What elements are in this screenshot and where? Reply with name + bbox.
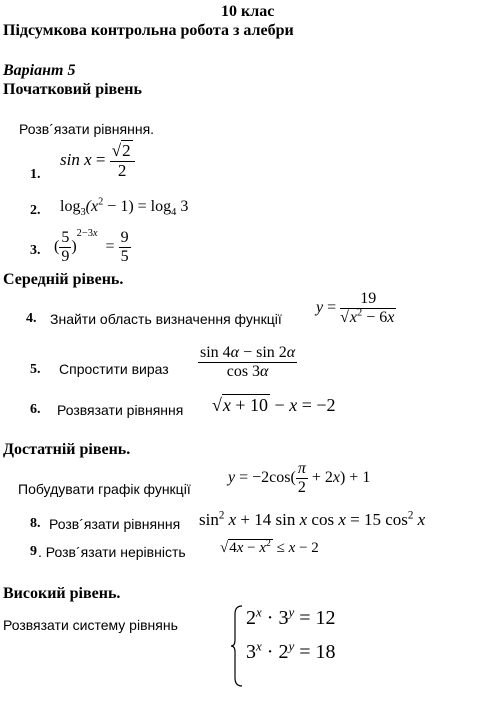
task-number-5: 5. [30, 362, 41, 377]
section-high: Високий рівень. [3, 585, 121, 602]
system-brace [230, 604, 244, 688]
equation-3: ( $\frac{5}{9}$ )$^{2-3x}$ = $\frac{9}{5}$ [54, 228, 129, 265]
equation-5: $\frac{\sin 4\alpha - \sin 2\alpha}{\cos 3\alpha}$ [200, 344, 296, 380]
system-equation-2: $3^x \cdot 2^y = 18$ [246, 638, 336, 663]
equation-2: $\log_3(x^2 - 1) = \log_4 3$ [60, 196, 189, 219]
task-number-1: 1. [30, 167, 41, 182]
variant-label: Варіант 5 [3, 62, 76, 79]
equation-graph: y = −2cos( $\frac{\pi}{2}$ + 2x) + 1 [228, 460, 371, 496]
section-initial: Початковий рівень [3, 81, 142, 98]
task-number-2: 2. [30, 203, 41, 218]
task-number-8: 8. [30, 516, 41, 531]
task-4-text: Знайти область визначення функції [50, 311, 282, 327]
task-9-text: . Розв´язати нерівність [38, 544, 186, 560]
system-equation-1: $2^x \cdot 3^y = 12$ [246, 604, 336, 629]
inequality-9: $√4x - x^2 \le x - 2$ [220, 538, 319, 556]
section-middle: Середній рівень. [3, 271, 124, 288]
graph-task-text: Побудувати графік функції [18, 481, 191, 497]
task-8-text: Розв´язати рівняння [49, 516, 181, 532]
task-number-3: 3. [30, 243, 41, 258]
page-title: Підсумкова контрольна робота з алебри [3, 22, 294, 39]
instruction-solve: Розв´язати рівняння. [19, 121, 155, 137]
task-6-text: Розвязати рівняння [57, 402, 184, 418]
equation-1: sin x = $\frac{√2}{2}$ [60, 142, 135, 180]
equation-6: √x + 10 − x = −2 [212, 395, 336, 415]
task-number-6: 6. [30, 402, 41, 417]
task-5-text: Спростити вираз [59, 361, 169, 377]
section-sufficient: Достатній рівень. [3, 441, 131, 458]
task-number-4: 4. [26, 311, 37, 326]
system-task-text: Розвязати систему рівнянь [3, 617, 178, 633]
equation-4: y = $\frac{19}{√x^2 - 6x}$ [316, 290, 395, 326]
grade-heading: 10 клас [221, 3, 275, 20]
task-number-9: 9 [30, 544, 37, 559]
equation-8: $\sin^2 x + 14$ sin x cos x = 15 $\cos^2 x$ [199, 509, 426, 529]
